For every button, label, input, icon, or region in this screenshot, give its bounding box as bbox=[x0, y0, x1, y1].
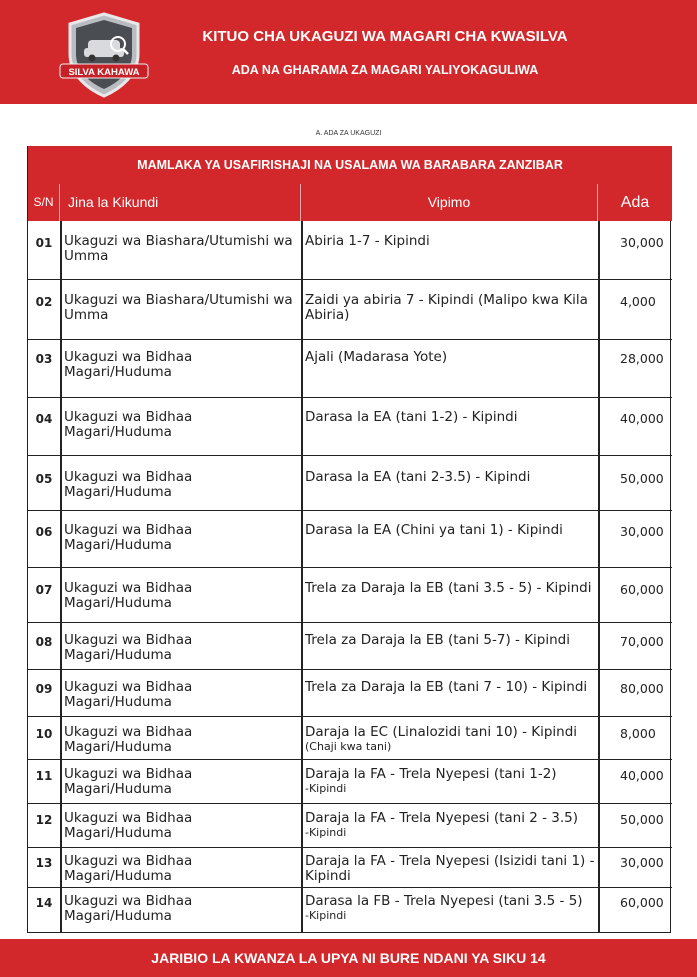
row-vipimo bbox=[305, 234, 597, 249]
row-sn: 09 bbox=[35, 682, 53, 696]
row-sn: 01 bbox=[35, 236, 53, 250]
row-ada: 70,000 bbox=[620, 634, 664, 649]
table-row bbox=[28, 623, 672, 670]
table-row bbox=[28, 717, 672, 760]
row-vipimo bbox=[305, 523, 597, 538]
logo-text: SILVA KAHAWA bbox=[68, 67, 140, 78]
row-vipimo-text: Daraja la FA - Trela Nyepesi (tani 1-2) bbox=[305, 766, 557, 782]
row-ada: 30,000 bbox=[620, 855, 664, 870]
row-ada: 80,000 bbox=[620, 681, 664, 696]
row-ada: 8,000 bbox=[620, 726, 656, 741]
row-ada: 50,000 bbox=[620, 812, 664, 827]
row-ada: 40,000 bbox=[620, 411, 664, 426]
row-name: Ukaguzi wa Bidhaa Magari/Huduma bbox=[64, 522, 193, 553]
row-name: Ukaguzi wa Bidhaa Magari/Huduma bbox=[64, 810, 193, 841]
fees-table bbox=[27, 146, 671, 933]
table-row bbox=[28, 848, 672, 888]
row-ada: 30,000 bbox=[620, 235, 664, 250]
row-name: Ukaguzi wa Bidhaa Magari/Huduma bbox=[64, 679, 193, 710]
row-vipimo-text: Darasa la FB - Trela Nyepesi (tani 3.5 - 5) bbox=[305, 893, 583, 909]
table-row bbox=[28, 760, 672, 804]
row-vipimo-text: Daraja la FA - Trela Nyepesi (tani 2 - 3.5) bbox=[305, 810, 579, 826]
header-title: KITUO CHA UKAGUZI WA MAGARI CHA KWASILVA bbox=[202, 28, 568, 45]
row-vipimo bbox=[305, 410, 597, 425]
row-vipimo-text: Darasa la EA (Chini ya tani 1) - Kipindi bbox=[305, 522, 563, 538]
row-ada: 40,000 bbox=[620, 768, 664, 783]
row-name: Ukaguzi wa Bidhaa Magari/Huduma bbox=[64, 893, 193, 924]
row-vipimo bbox=[305, 811, 597, 839]
section-label: A. ADA ZA UKAGUZI bbox=[315, 130, 382, 137]
row-sn: 12 bbox=[35, 813, 53, 827]
row-vipimo-text: Trela za Daraja la EB (tani 7 - 10) - Kipindi bbox=[305, 679, 588, 695]
row-name: Ukaguzi wa Bidhaa Magari/Huduma bbox=[64, 469, 193, 500]
row-vipimo bbox=[305, 633, 597, 648]
row-ada: 4,000 bbox=[620, 294, 656, 309]
row-vipimo bbox=[305, 350, 597, 365]
row-name: Ukaguzi wa Bidhaa Magari/Huduma bbox=[64, 724, 193, 755]
row-name: Ukaguzi wa Bidhaa Magari/Huduma bbox=[64, 853, 193, 884]
row-vipimo bbox=[305, 293, 597, 323]
row-vipimo bbox=[305, 680, 597, 695]
row-sn: 02 bbox=[35, 295, 53, 309]
row-vipimo-note: -Kipindi bbox=[305, 826, 347, 839]
table-row bbox=[28, 221, 672, 280]
shield-logo-icon bbox=[58, 10, 150, 98]
row-sn: 04 bbox=[35, 412, 53, 426]
row-sn: 11 bbox=[35, 769, 53, 783]
row-sn: 06 bbox=[35, 525, 53, 539]
table-row bbox=[28, 888, 672, 933]
row-vipimo-text: Abiria 1-7 - Kipindi bbox=[305, 233, 430, 249]
row-vipimo-note: -Kipindi bbox=[305, 909, 347, 922]
row-ada: 60,000 bbox=[620, 895, 664, 910]
header-subtitle: ADA NA GHARAMA ZA MAGARI YALIYOKAGULIWA bbox=[231, 63, 539, 77]
row-name: Ukaguzi wa Bidhaa Magari/Huduma bbox=[64, 766, 193, 797]
row-vipimo-text: Darasa la EA (tani 2-3.5) - Kipindi bbox=[305, 469, 531, 485]
row-name: Ukaguzi wa Bidhaa Magari/Huduma bbox=[64, 580, 193, 611]
row-sn: 13 bbox=[35, 856, 53, 870]
column-header-sn: S/N bbox=[28, 184, 60, 221]
table-row bbox=[28, 340, 672, 398]
row-vipimo bbox=[305, 581, 597, 596]
column-header-ada: Ada bbox=[598, 184, 672, 221]
table-row bbox=[28, 398, 672, 456]
row-sn: 14 bbox=[35, 896, 53, 910]
column-header-name: Jina la Kikundi bbox=[60, 184, 301, 221]
table-row bbox=[28, 804, 672, 848]
table-row bbox=[28, 670, 672, 717]
table-row bbox=[28, 568, 672, 623]
table-row bbox=[28, 456, 672, 511]
row-sn: 08 bbox=[35, 635, 53, 649]
row-name: Ukaguzi wa Biashara/Utumishi wa Umma bbox=[64, 233, 293, 264]
row-vipimo bbox=[305, 894, 597, 922]
row-vipimo-text: Daraja la EC (Linalozidi tani 10) - Kipindi bbox=[305, 724, 578, 740]
row-sn: 07 bbox=[35, 583, 53, 597]
table-authority-heading: MAMLAKA YA USAFIRISHAJI NA USALAMA WA BARABARA ZANZIBAR bbox=[28, 146, 672, 184]
row-vipimo bbox=[305, 725, 597, 753]
footer-banner: JARIBIO LA KWANZA LA UPYA NI BURE NDANI YA SIKU 14 bbox=[0, 939, 697, 977]
row-vipimo bbox=[305, 470, 597, 485]
row-name: Ukaguzi wa Bidhaa Magari/Huduma bbox=[64, 349, 193, 380]
row-sn: 03 bbox=[35, 352, 53, 366]
row-sn: 10 bbox=[35, 727, 53, 741]
row-ada: 30,000 bbox=[620, 524, 664, 539]
row-vipimo-text: Daraja la FA - Trela Nyepesi (Isizidi tani 1) - Kipindi bbox=[305, 853, 595, 884]
row-ada: 50,000 bbox=[620, 471, 664, 486]
row-name: Ukaguzi wa Bidhaa Magari/Huduma bbox=[64, 632, 193, 663]
header-banner bbox=[0, 0, 697, 104]
row-vipimo-text: Zaidi ya abiria 7 - Kipindi (Malipo kwa Kila Abiria) bbox=[305, 292, 588, 323]
row-vipimo-note: -Kipindi bbox=[305, 782, 347, 795]
column-header-vipimo: Vipimo bbox=[301, 184, 598, 221]
row-ada: 60,000 bbox=[620, 582, 664, 597]
row-sn: 05 bbox=[35, 472, 53, 486]
row-vipimo-text: Trela za Daraja la EB (tani 3.5 - 5) - Kipindi bbox=[305, 580, 592, 596]
row-vipimo-text: Darasa la EA (tani 1-2) - Kipindi bbox=[305, 409, 518, 425]
row-vipimo-text: Ajali (Madarasa Yote) bbox=[305, 349, 448, 365]
row-name: Ukaguzi wa Biashara/Utumishi wa Umma bbox=[64, 292, 293, 323]
row-vipimo-note: (Chaji kwa tani) bbox=[305, 740, 392, 753]
row-name: Ukaguzi wa Bidhaa Magari/Huduma bbox=[64, 409, 193, 440]
row-vipimo bbox=[305, 767, 597, 795]
row-vipimo bbox=[305, 854, 597, 884]
row-vipimo-text: Trela za Daraja la EB (tani 5-7) - Kipindi bbox=[305, 632, 570, 648]
row-ada: 28,000 bbox=[620, 351, 664, 366]
table-row bbox=[28, 280, 672, 340]
table-row bbox=[28, 511, 672, 568]
